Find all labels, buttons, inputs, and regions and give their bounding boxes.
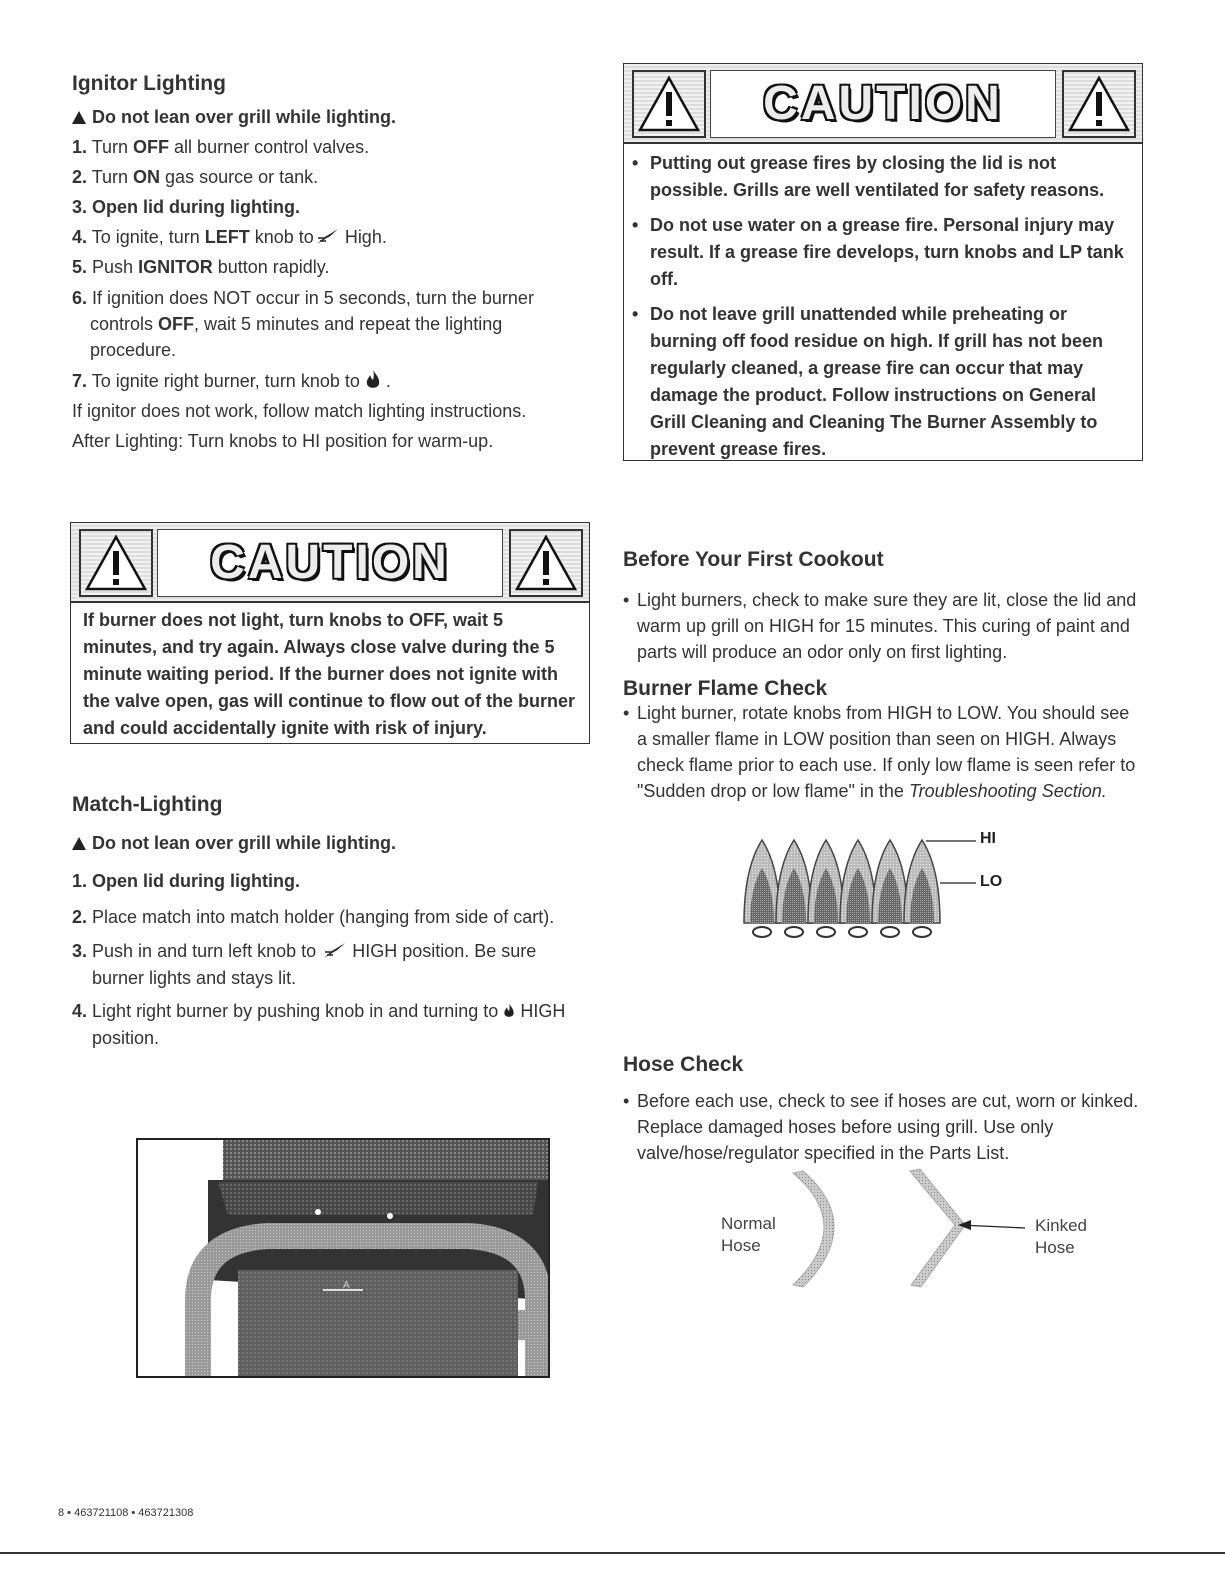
warning-triangle-icon (72, 111, 86, 124)
normal-hose-shape (793, 1171, 834, 1287)
step-text: To ignite right burner, turn knob to (91, 371, 360, 391)
text-line: parts will produce an odor only on first lighting. (637, 642, 1008, 662)
step-text: HIGH (520, 1001, 566, 1021)
caution-line: regularly cleaned, a grease fire can occur that may (650, 358, 1084, 378)
warning-triangle-icon (1062, 70, 1136, 138)
ignitor-title: Ignitor Lighting (72, 72, 226, 95)
warning-triangle-icon (509, 529, 583, 597)
text-line: check flame prior to each use. If only low flame is seen refer to (637, 755, 1136, 775)
caution-line: If burner does not light, turn knobs to OFF, wait 5 (83, 610, 503, 630)
text-line: a smaller flame in LOW position than seen on HIGH. Always (637, 729, 1117, 749)
text-line: valve/hose/regulator specified in the Parts List. (637, 1143, 1010, 1163)
svg-text:A: A (343, 1280, 350, 1291)
text-line: Light burner, rotate knobs from HIGH to LOW. You should see (637, 703, 1130, 723)
step-emphasis: ON (133, 167, 161, 187)
ignitor-step-6 (72, 282, 592, 363)
step-text: Push (92, 257, 139, 277)
caution-line: minute waiting period. If the burner does not ignite with (83, 664, 558, 684)
caution-line: prevent grease fires. (650, 439, 827, 459)
ignitor-steps (72, 132, 592, 456)
flame-check-title: Burner Flame Check (623, 677, 828, 700)
step-text: gas source or tank. (160, 167, 319, 187)
step-text: Push in and turn left knob to (92, 941, 317, 961)
ignitor-warning (72, 107, 396, 128)
step-text: Turn (91, 167, 134, 187)
caution-body (71, 603, 589, 742)
step-text: Place match into match holder (hanging from side of cart). (92, 907, 555, 927)
flame-row (744, 840, 940, 923)
ignitor-step-5 (72, 252, 592, 282)
step-number: 4. (72, 1001, 88, 1021)
step-text: HIGH position. Be sure (352, 941, 537, 961)
step-emphasis: OFF (133, 137, 170, 157)
hose-diagram (715, 1165, 1095, 1290)
kinked-hose-label (1035, 1215, 1087, 1259)
caution-box-burner (70, 522, 590, 744)
first-cookout-title: Before Your First Cookout (623, 548, 884, 571)
caution-line: Grill Cleaning and Cleaning The Burner Assembly to (650, 412, 1098, 432)
caution-header (71, 523, 589, 603)
lightning-flame-icon (321, 940, 347, 960)
caution-bullet-2: • Do not use water on a grease fire. Personal injury may result. If a grease fire develops, turn knobs and LP tank off. (632, 215, 1124, 289)
flame-lo-label: LO (980, 873, 1003, 890)
step-number: 2. (72, 907, 88, 927)
ignitor-note-2: After Lighting: Turn knobs to HI position for warm-up. (72, 431, 494, 451)
step-text: , wait 5 minutes and repeat the lighting (194, 314, 503, 334)
match-warning-text: Do not lean over grill while lighting. (92, 833, 397, 853)
step-text: all burner control valves. (169, 137, 370, 157)
caution-line: Putting out grease fires by closing the lid is not (650, 153, 1057, 173)
step-emphasis: OFF (158, 314, 195, 334)
caution-line: burning off food residue on high. If grill has not been (650, 331, 1103, 351)
step-text: procedure. (90, 340, 177, 360)
step-number: 6. (72, 288, 88, 308)
text-line: "Sudden drop or low flame" in the (637, 781, 909, 801)
match-warning (72, 833, 396, 854)
caution-line: damage the product. Follow instructions on General (650, 385, 1097, 405)
match-step-3 (72, 938, 592, 992)
kinked-hose-shape (910, 1169, 965, 1287)
step-text: position. (92, 1028, 160, 1048)
step-text: Open lid during lighting. (92, 871, 300, 891)
caution-line: Do not use water on a grease fire. Personal injury may (650, 215, 1115, 235)
step-number: 3. (72, 197, 88, 217)
step-number: 1. (72, 871, 88, 891)
step-text: If ignition does NOT occur in 5 seconds, turn the burner (92, 288, 534, 308)
caution-line: Do not leave grill unattended while preheating or (650, 304, 1068, 324)
flame-check-text (623, 700, 1163, 804)
bullet: • (623, 703, 630, 723)
grill-match-holder-photo (136, 1138, 550, 1378)
caution-bullet-1: • Putting out grease fires by closing the lid is not possible. Grills are well ventilated for safety reasons. (632, 153, 1105, 200)
match-title: Match-Lighting (72, 793, 223, 816)
flame-hi-label: HI (980, 830, 996, 847)
ignitor-step-1 (72, 132, 592, 162)
flame-icon (365, 369, 381, 391)
match-steps (72, 866, 592, 1052)
hose-check-title: Hose Check (623, 1053, 744, 1076)
flame-icon (503, 1002, 515, 1020)
step-text: button rapidly. (212, 257, 330, 277)
caution-line: and could accidentally ignite with risk of injury. (83, 718, 487, 738)
match-step-4 (72, 998, 592, 1052)
label-line: Hose (1035, 1238, 1075, 1257)
caution-line: minutes, and try again. Always close valve during the 5 (83, 637, 555, 657)
caution-line: possible. Grills are well ventilated for safety reasons. (650, 180, 1105, 200)
bullet: • (623, 590, 630, 610)
step-emphasis: LEFT (204, 227, 250, 247)
caution-line: the valve open, gas will continue to flow out of the burner (83, 691, 576, 711)
step-number: 7. (72, 371, 88, 391)
caution-line: result. If a grease fire develops, turn knobs and LP tank (650, 242, 1124, 262)
bullet: • (623, 1091, 630, 1111)
text-line: warm up grill on HIGH for 15 minutes. This curing of paint and (637, 616, 1130, 636)
hose-check-text (623, 1088, 1163, 1166)
label-line: Normal (721, 1214, 776, 1233)
step-number: 1. (72, 137, 88, 157)
step-text: knob to (249, 227, 314, 247)
caution-label: CAUTION (710, 70, 1056, 138)
warning-triangle-icon (72, 837, 86, 850)
warning-triangle-icon (632, 70, 706, 138)
step-number: 2. (72, 167, 88, 187)
ignitor-step-4 (72, 222, 592, 252)
label-line: Hose (721, 1236, 761, 1255)
step-text: . (380, 371, 391, 391)
step-text: High. (339, 227, 387, 247)
step-number: 3. (72, 941, 88, 961)
ignitor-step-2 (72, 162, 592, 192)
troubleshooting-reference: Troubleshooting Section. (908, 781, 1107, 801)
text-line: Replace damaged hoses before using grill. Use only (637, 1117, 1054, 1137)
ignitor-step-7 (72, 363, 592, 396)
match-step-1 (72, 866, 592, 896)
caution-bullet-3: • Do not leave grill unattended while preheating or burning off food residue on high. If grill has not been regularly cleaned, a grease fire can occur that may damage the product. Follow instructions on General Grill Cleaning and Cleaning The Burner Assembly to prevent grease fires. (632, 304, 1103, 459)
step-text: burner lights and stays lit. (92, 968, 297, 988)
step-text: controls (90, 314, 159, 334)
page-footer: 8 • 463721108 • 463721308 (58, 1507, 194, 1519)
step-number: 4. (72, 227, 88, 247)
text-line: Light burners, check to make sure they are lit, close the lid and (637, 590, 1137, 610)
ignitor-warning-text: Do not lean over grill while lighting. (92, 107, 397, 127)
match-step-2 (72, 902, 592, 932)
caution-line: off. (650, 269, 678, 289)
text-line: Before each use, check to see if hoses are cut, worn or kinked. (637, 1091, 1139, 1111)
ignitor-note-1: If ignitor does not work, follow match lighting instructions. (72, 401, 527, 421)
step-emphasis: IGNITOR (138, 257, 213, 277)
step-number: 5. (72, 257, 88, 277)
bottom-rule (0, 1552, 1225, 1554)
step-text: To ignite, turn (91, 227, 205, 247)
lightning-flame-icon (314, 226, 340, 246)
warning-triangle-icon (79, 529, 153, 597)
step-text: Open lid during lighting. (92, 197, 300, 217)
step-text: Light right burner by pushing knob in and turning to (92, 1001, 499, 1021)
caution-body (624, 144, 1142, 463)
caution-header (624, 64, 1142, 144)
label-line: Kinked (1035, 1216, 1087, 1235)
step-text: Turn (91, 137, 134, 157)
first-cookout-text (623, 587, 1163, 665)
flame-diagram (740, 828, 1030, 946)
normal-hose-label (721, 1213, 776, 1257)
caution-box-grease-fire (623, 63, 1143, 461)
caution-label: CAUTION (157, 529, 503, 597)
ignitor-step-3 (72, 192, 592, 222)
